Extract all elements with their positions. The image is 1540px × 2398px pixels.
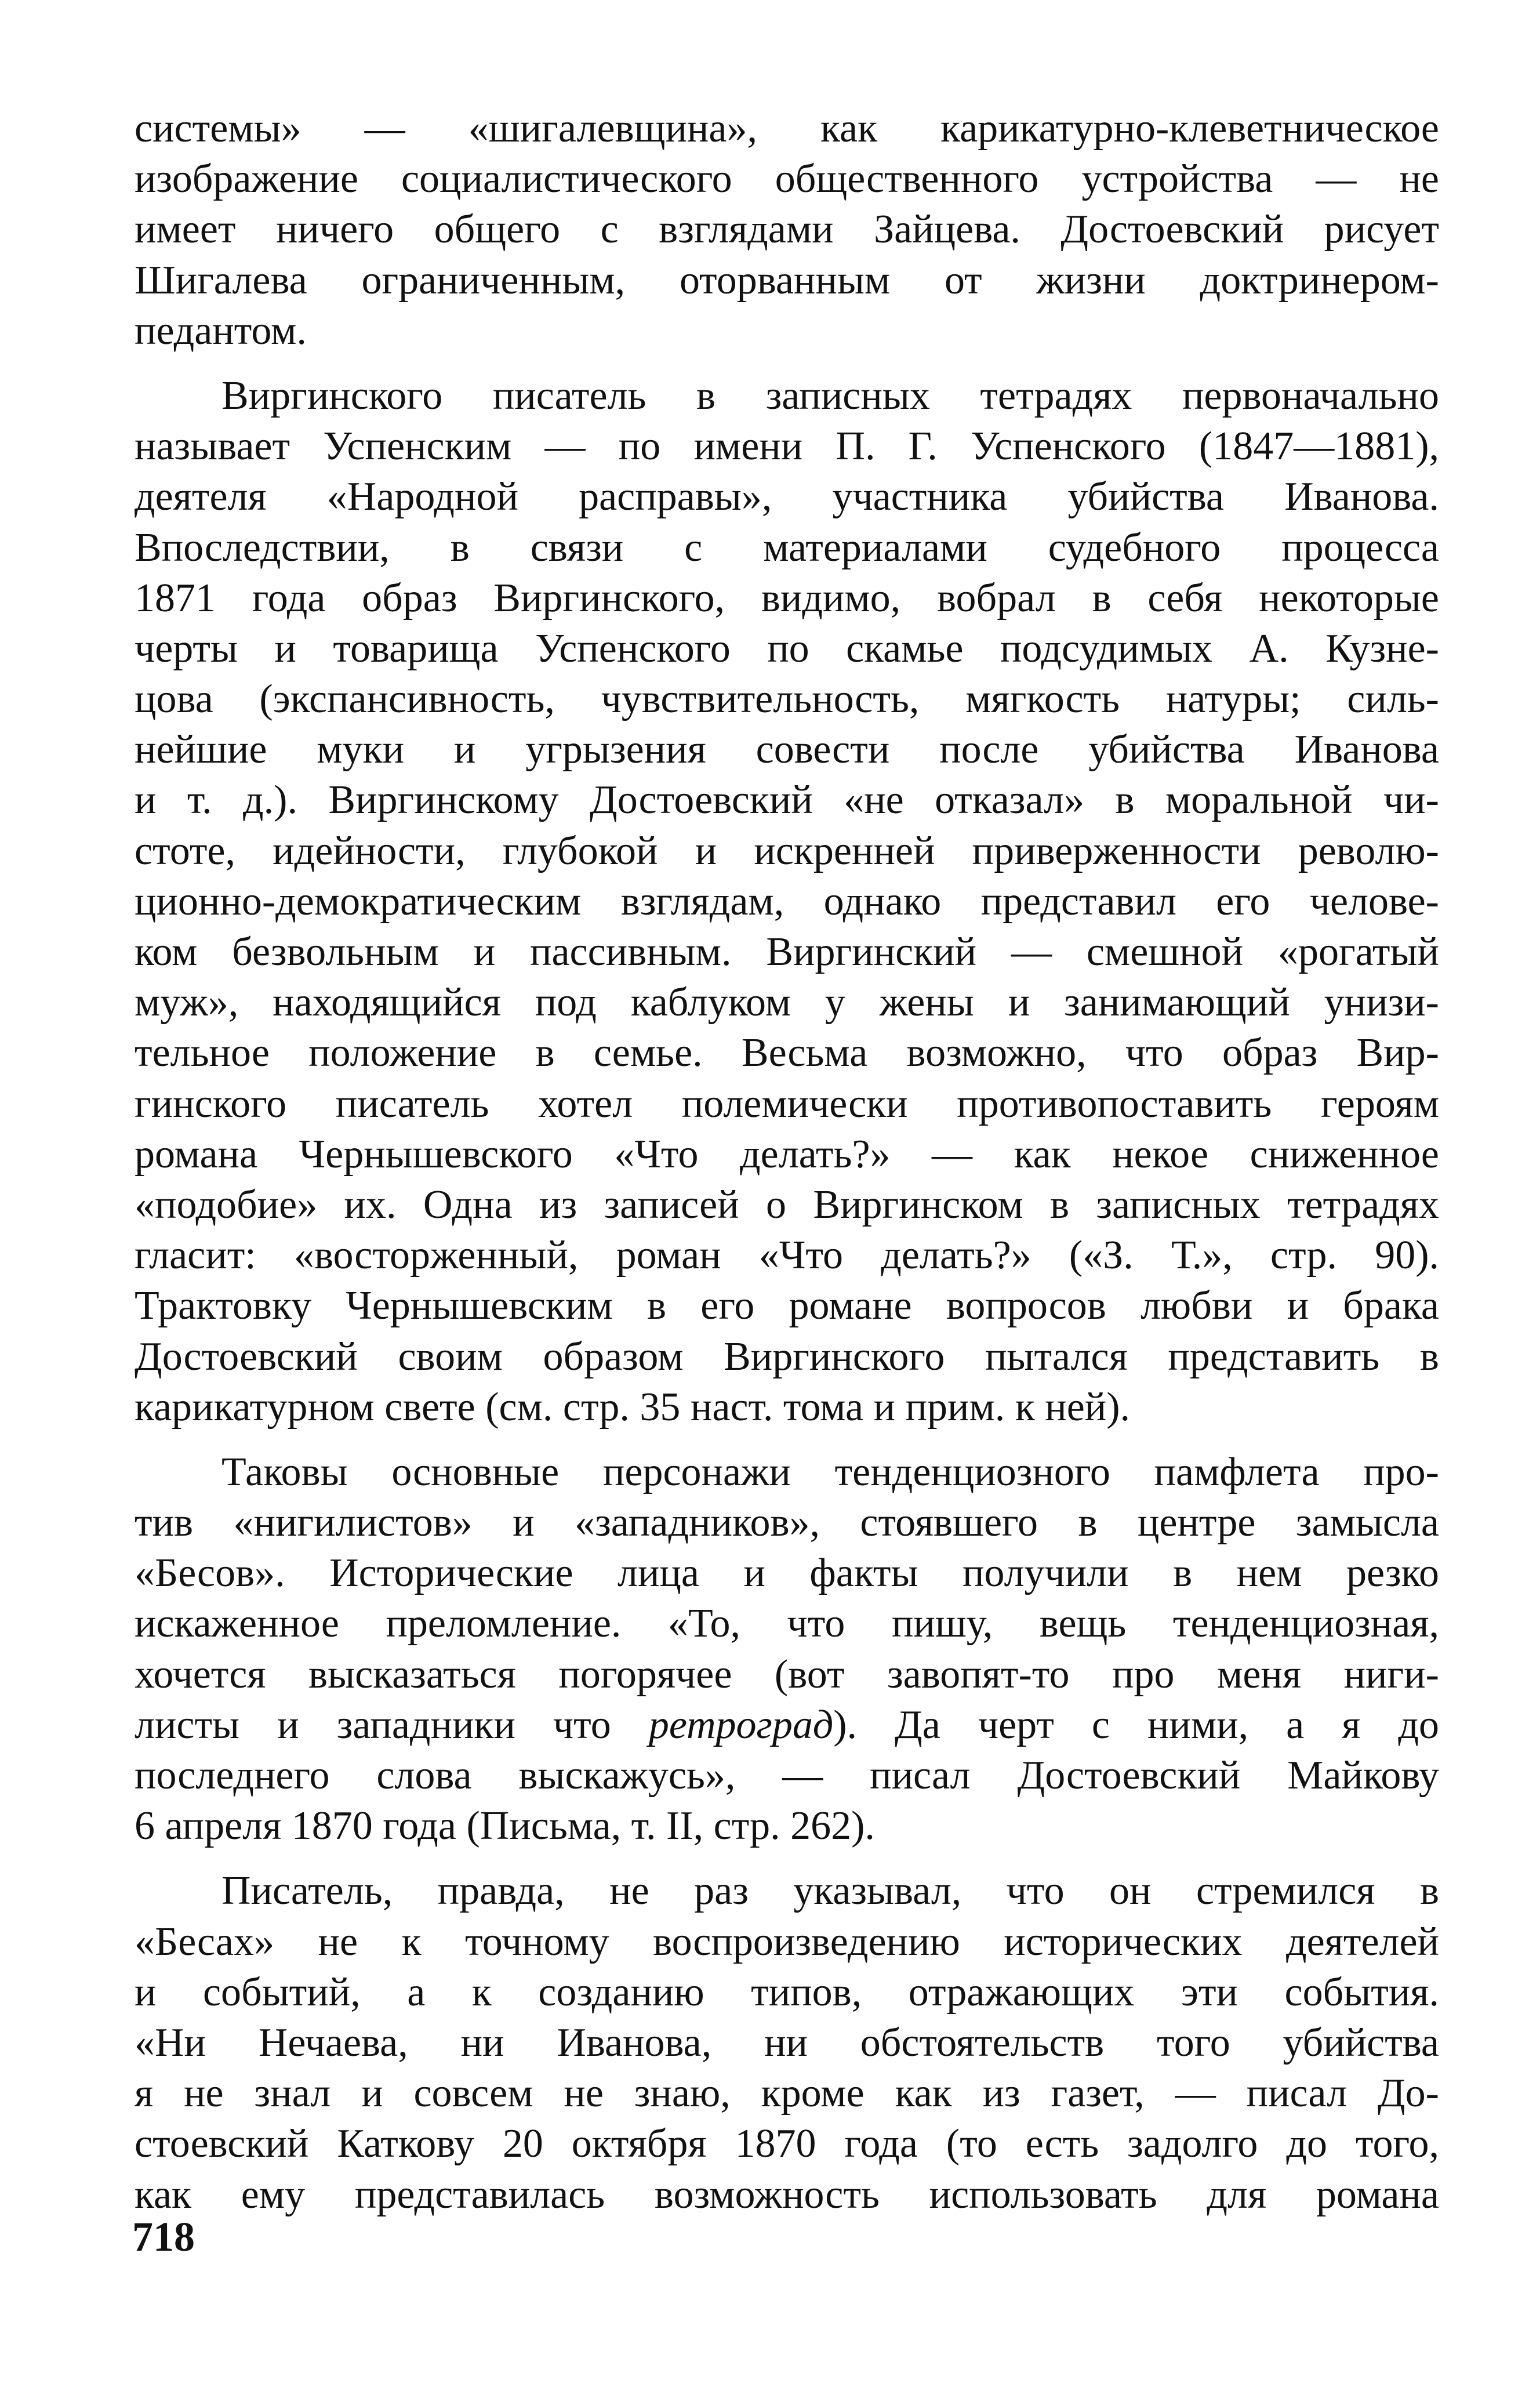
body-text: [135, 103, 1439, 2220]
text-line: ционно-демократическим взглядам, однако представил его челове-: [135, 879, 1439, 924]
text-line: цова (экспансивность, чувствительность, мягкость натуры; силь-: [135, 677, 1439, 722]
text-line: тив «нигилистов» и «западников», стоявшего в центре замысла: [135, 1500, 1439, 1546]
text-line: Писатель, правда, не раз указывал, что он стремился в: [221, 1869, 1439, 1914]
text-line: тельное положение в семье. Весьма возможно, что образ Вир-: [135, 1031, 1439, 1076]
text-line: называет Успенским — по имени П. Г. Успенского (1847—1881),: [135, 424, 1439, 469]
text-line: последнего слова выскажусь», — писал Достоевский Майкову: [135, 1753, 1439, 1798]
text-line: гласит: «восторженный, роман «Что делать?» («З. Т.», стр. 90).: [135, 1233, 1439, 1278]
text-line: 1871 года образ Виргинского, видимо, вобрал в себя некоторые: [135, 575, 1439, 621]
paragraph-4: [135, 1866, 1439, 2219]
text-line: [135, 1700, 1439, 1750]
text-line: ком безвольным и пассивным. Виргинский — смешной «рогатый: [135, 930, 1439, 974]
text-line: 6 апреля 1870 года (Письма, т. II, стр. 262).: [135, 1804, 875, 1849]
text-line: как ему представилась возможность использовать для романа: [135, 2172, 1439, 2217]
text-fragment: ). Да черт с ними, а я до: [833, 1702, 1439, 1747]
italic-word: ретроград: [648, 1702, 834, 1747]
text-line: гинского писатель хотел полемически противопоставить героям: [135, 1081, 1439, 1126]
paragraph-1: [135, 103, 1439, 356]
text-line: изображение социалистического общественного устройства — не: [135, 157, 1439, 202]
text-line: нейшие муки и угрызения совести после убийства Иванова: [135, 727, 1439, 772]
text-line: муж», находящийся под каблуком у жены и занимающий унизи-: [135, 980, 1439, 1025]
text-line: «Ни Нечаева, ни Иванова, ни обстоятельств того убийства: [135, 2020, 1439, 2065]
text-line: имеет ничего общего с взглядами Зайцева. Достоевский рисует: [135, 207, 1439, 252]
text-line: и событий, а к созданию типов, отражающих эти события.: [135, 1969, 1439, 2015]
text-line: Впоследствии, в связи с материалами судебного процесса: [135, 525, 1439, 570]
text-fragment: листы и западники что: [135, 1702, 611, 1747]
text-line: педантом.: [135, 308, 307, 353]
text-line: «Бесах» не к точному воспроизведению исторических деятелей: [135, 1919, 1439, 1964]
text-line: искаженное преломление. «То, что пишу, вещь тенденциозная,: [135, 1601, 1439, 1646]
text-line: карикатурном свете (см. стр. 35 наст. тома и прим. к ней).: [135, 1384, 1131, 1430]
paragraph-2: [135, 371, 1439, 1432]
text-line: Таковы основные персонажи тенденциозного памфлета про-: [221, 1449, 1439, 1494]
text-line: романа Чернышевского «Что делать?» — как некое сниженное: [135, 1131, 1439, 1177]
text-line: я не знал и совсем не знаю, кроме как из газет, — писал До-: [135, 2071, 1439, 2116]
text-line: Шигалева ограниченным, оторванным от жизни доктринером-: [135, 257, 1439, 303]
paragraph-3: [135, 1447, 1439, 1852]
text-line: системы» — «шигалевщина», как карикатурно-клеветническое: [135, 106, 1439, 151]
text-line: стоевский Каткову 20 октября 1870 года (то есть задолго до того,: [135, 2121, 1439, 2167]
text-line: Достоевский своим образом Виргинского пытался представить в: [135, 1334, 1439, 1379]
page-number: 718: [132, 2214, 195, 2260]
text-line: «Бесов». Исторические лица и факты получили в нем резко: [135, 1551, 1439, 1596]
text-line: Трактовку Чернышевским в его романе вопросов любви и брака: [135, 1283, 1439, 1329]
text-line: хочется высказаться погорячее (вот завопят-то про меня ниги-: [135, 1652, 1439, 1697]
text-line: Виргинского писатель в записных тетрадях первоначально: [221, 373, 1439, 418]
text-line: стоте, идейности, глубокой и искренней приверженности револю-: [135, 828, 1439, 873]
text-line: черты и товарища Успенского по скамье подсудимых А. Кузне-: [135, 626, 1439, 671]
text-line: и т. д.). Виргинскому Достоевский «не отказал» в моральной чи-: [135, 778, 1439, 823]
text-line: деятеля «Народной расправы», участника убийства Иванова.: [135, 474, 1439, 520]
text-line: «подобие» их. Одна из записей о Виргинском в записных тетрадях: [135, 1182, 1439, 1227]
